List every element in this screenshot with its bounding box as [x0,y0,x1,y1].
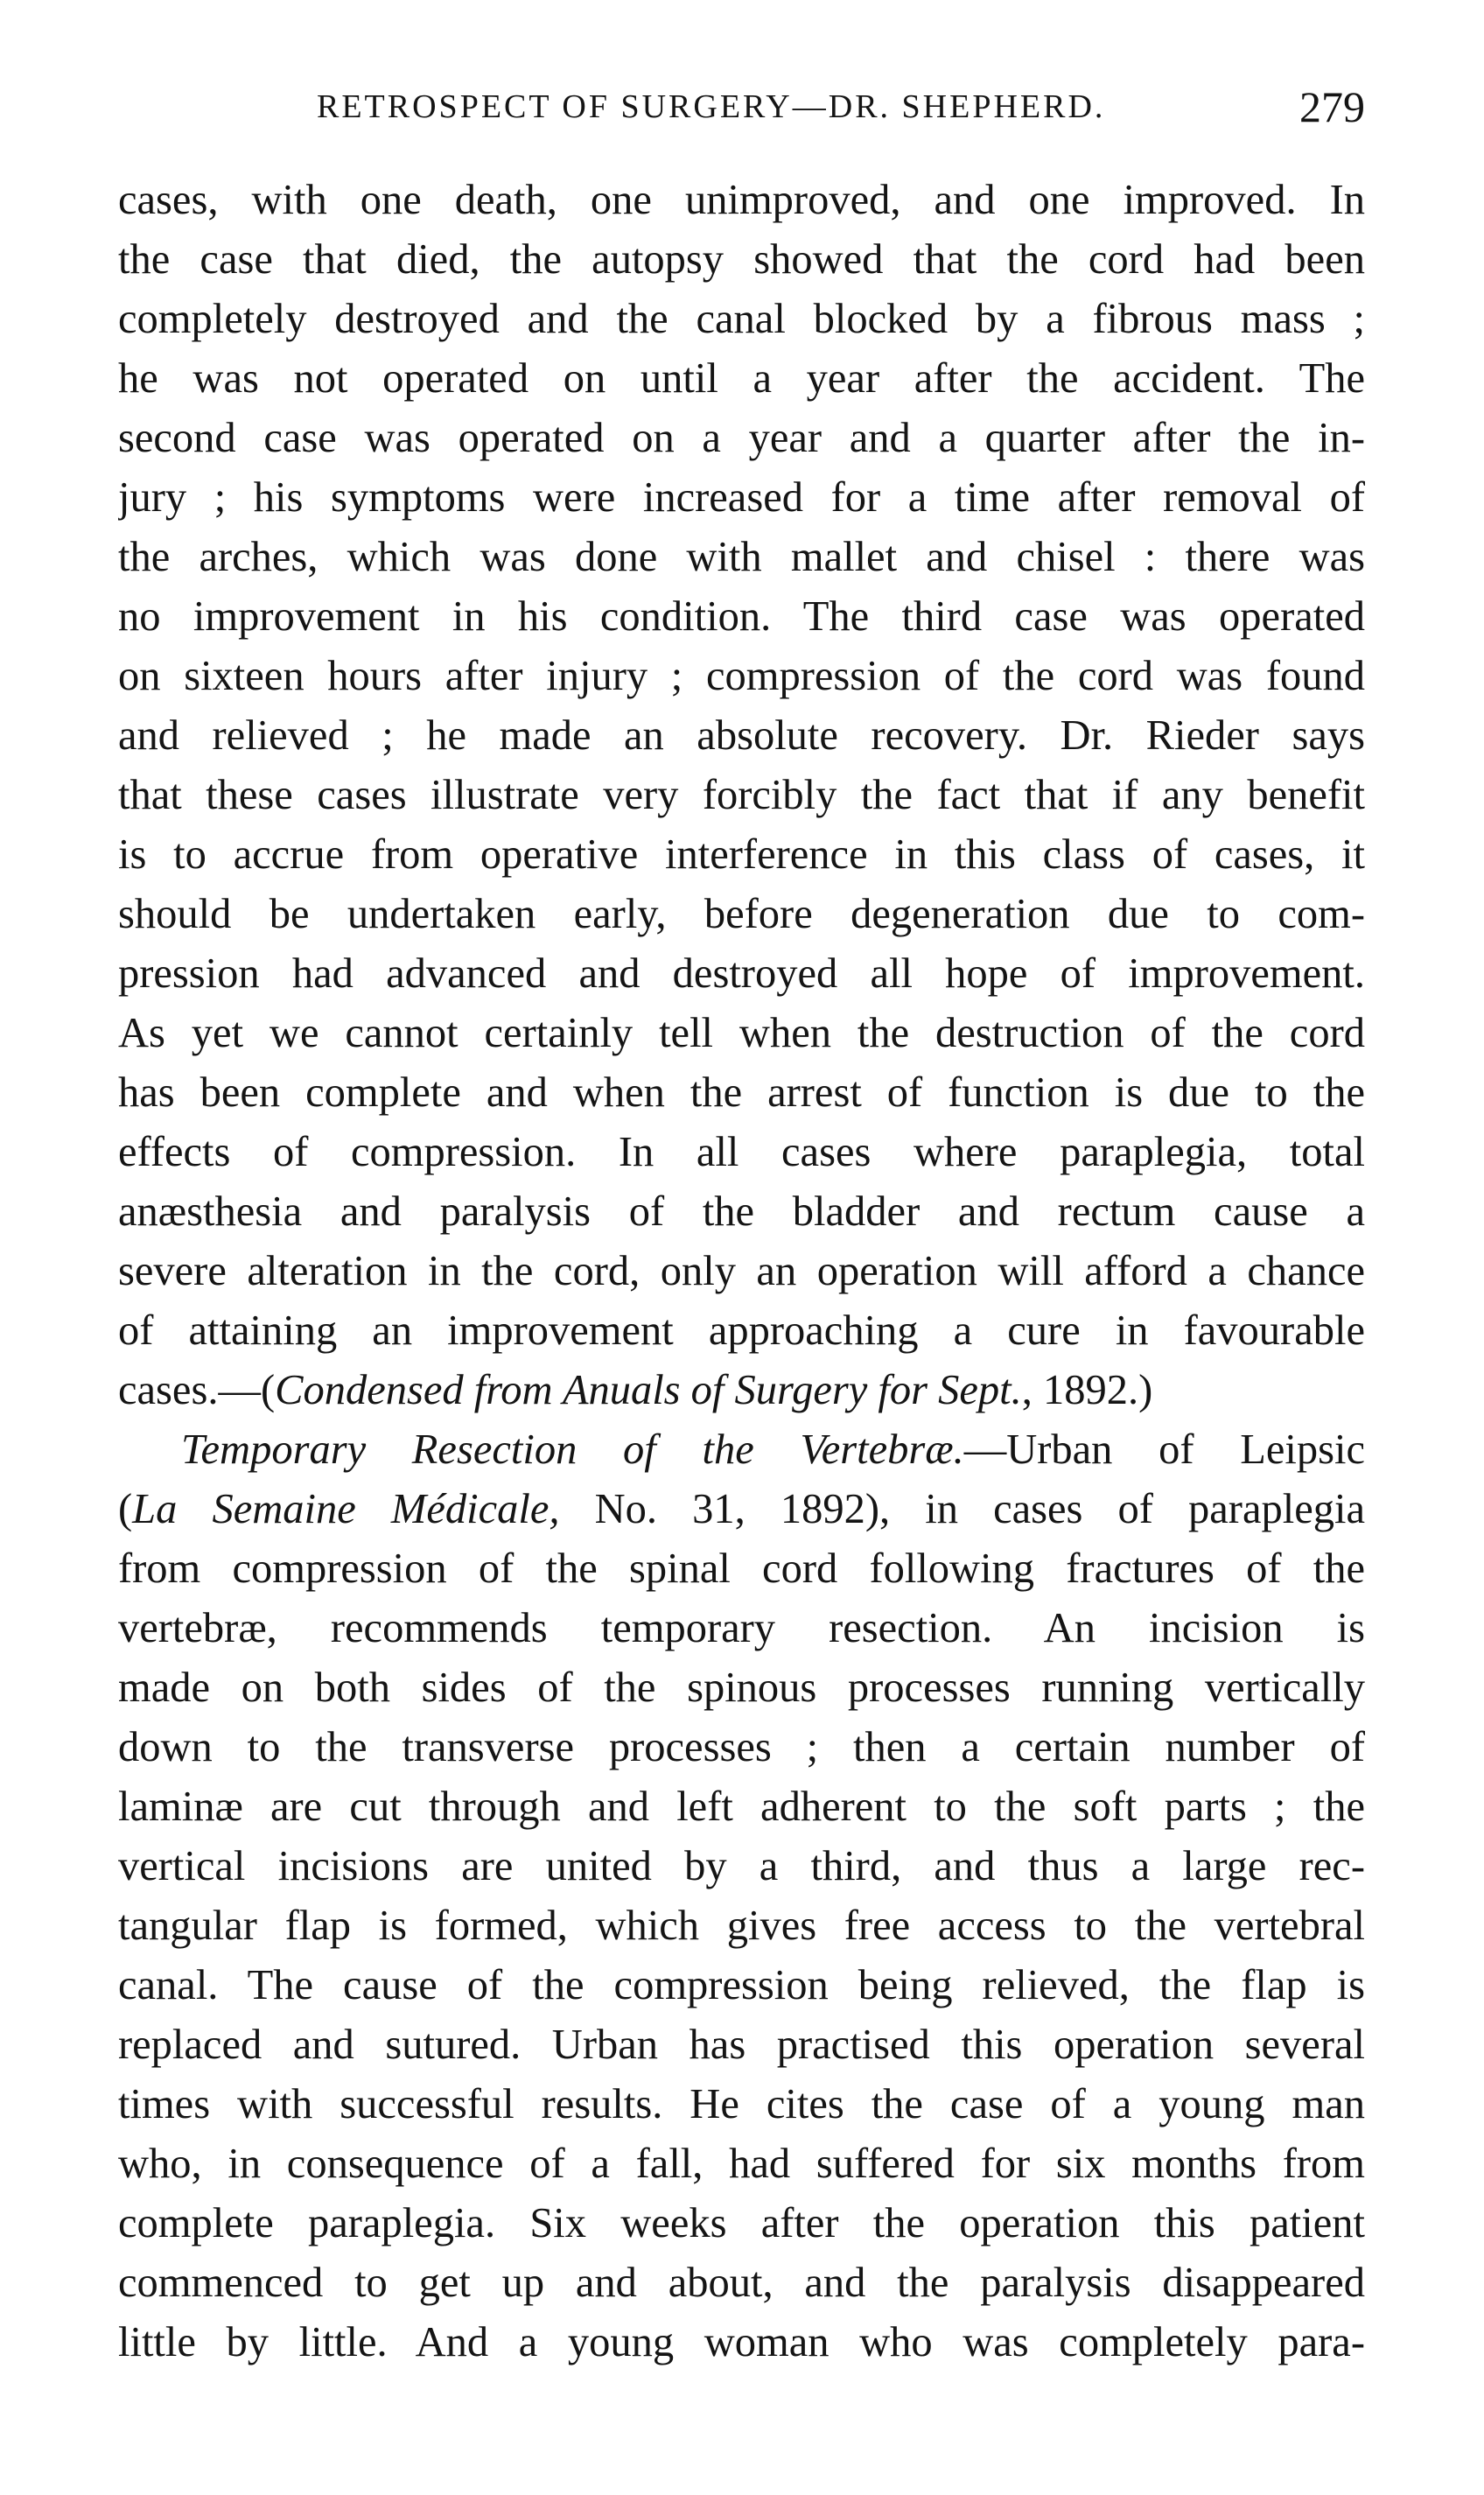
text-segment: made on both sides of the spinous processes running vertically [118,1665,1365,1711]
text-segment: laminæ are cut through and left adherent to the soft parts ; the [118,1784,1365,1830]
text-segment: has been complete and when the arrest of function is due to the [118,1069,1365,1116]
text-line [118,944,1365,1004]
text-line [118,1539,1365,1599]
text-segment: replaced and sutured. Urban has practised this operation several [118,2022,1365,2068]
text-line [118,706,1365,766]
text-segment: no improvement in his condition. The third case was operated [118,593,1365,640]
text-line [118,587,1365,647]
text-line [118,1718,1365,1777]
italic-text-segment: Temporary Resection of the Vertebræ. [181,1426,964,1473]
text-segment: is to accrue from operative interference in this class of cases, it [118,831,1365,878]
text-line [118,1301,1365,1361]
text-segment: who, in consequence of a fall, had suffered for six months from [118,2141,1365,2187]
running-head [118,81,1365,133]
text-line [118,647,1365,706]
text-segment: cases, with one death, one unimproved, and one improved. In [118,177,1365,223]
text-segment: times with successful results. He cites the case of a young man [118,2081,1365,2127]
body-text [118,171,1365,2372]
text-segment: —Urban of Leipsic [963,1426,1365,1473]
text-line [118,528,1365,587]
text-segment: the arches, which was done with mallet and chisel : there was [118,534,1365,580]
text-line [118,1242,1365,1301]
text-line [118,290,1365,349]
text-segment: should be undertaken early, before degeneration due to com- [118,891,1365,937]
text-line [118,1420,1365,1480]
text-line [118,1480,1365,1539]
text-line [118,1063,1365,1123]
text-line [118,349,1365,409]
text-line [118,2194,1365,2253]
text-segment: of attaining an improvement approaching a cure in favourable [118,1307,1365,1354]
text-segment: on sixteen hours after injury ; compression of the cord was found [118,653,1365,699]
page-number: 279 [1299,82,1365,131]
text-segment: vertebræ, recommends temporary resection. An incision is [118,1605,1365,1651]
text-line [118,2134,1365,2194]
text-line [118,1182,1365,1242]
text-segment: the case that died, the autopsy showed that the cord had been [118,236,1365,283]
text-line [118,1837,1365,1896]
text-segment: completely destroyed and the canal blocked by a fibrous mass ; [118,296,1365,342]
text-line [118,825,1365,885]
text-segment: pression had advanced and destroyed all hope of improvement. [118,950,1365,997]
text-line [118,1956,1365,2015]
text-segment: cases.—( [118,1367,276,1413]
text-segment: As yet we cannot certainly tell when the destruction of the cord [118,1010,1365,1056]
text-line [118,1896,1365,1956]
text-segment: jury ; his symptoms were increased for a time after removal of [118,474,1365,521]
text-segment: anæsthesia and paralysis of the bladder and rectum cause a [118,1188,1365,1235]
text-line [118,1658,1365,1718]
text-segment: little by little. And a young woman who was completely para- [118,2319,1365,2365]
running-title: RETROSPECT OF SURGERY—DR. SHEPHERD. [317,88,1106,125]
text-line [118,1361,1365,1420]
text-line [118,1004,1365,1063]
text-line [118,766,1365,825]
text-segment: commenced to get up and about, and the paralysis disappeared [118,2260,1365,2306]
text-line [118,409,1365,468]
text-line [118,2015,1365,2075]
text-segment: complete paraplegia. Six weeks after the operation this patient [118,2200,1365,2246]
text-segment: effects of compression. In all cases where paraplegia, total [118,1129,1365,1175]
text-segment: he was not operated on until a year after the accident. The [118,355,1365,402]
text-line [118,1777,1365,1837]
text-segment: tangular flap is formed, which gives free access to the vertebral [118,1903,1365,1949]
text-line [118,2253,1365,2313]
text-line [118,885,1365,944]
text-line [118,468,1365,528]
text-segment: ( [118,1486,133,1532]
text-segment: No. 31, 1892), in cases of paraplegia [559,1486,1365,1532]
text-segment: , 1892.) [1021,1367,1153,1413]
italic-text-segment: Condensed from Anuals of Surgery for Sept. [275,1367,1022,1413]
text-segment: canal. The cause of the compression being relieved, the flap is [118,1962,1365,2008]
text-line [118,2313,1365,2372]
text-line [118,1599,1365,1658]
text-segment: vertical incisions are united by a third, and thus a large rec- [118,1843,1365,1889]
text-segment: second case was operated on a year and a quarter after the in- [118,415,1365,461]
text-line [118,2075,1365,2134]
text-line [118,1123,1365,1182]
text-segment: that these cases illustrate very forcibly the fact that if any benefit [118,772,1365,818]
text-segment: and relieved ; he made an absolute recovery. Dr. Rieder says [118,712,1365,759]
text-line [118,171,1365,230]
italic-text-segment: La Semaine Médicale, [132,1486,560,1532]
text-line [118,230,1365,290]
text-segment: severe alteration in the cord, only an operation will afford a chance [118,1248,1365,1294]
text-segment: from compression of the spinal cord following fractures of the [118,1545,1365,1592]
text-segment: down to the transverse processes ; then a certain number of [118,1724,1365,1770]
